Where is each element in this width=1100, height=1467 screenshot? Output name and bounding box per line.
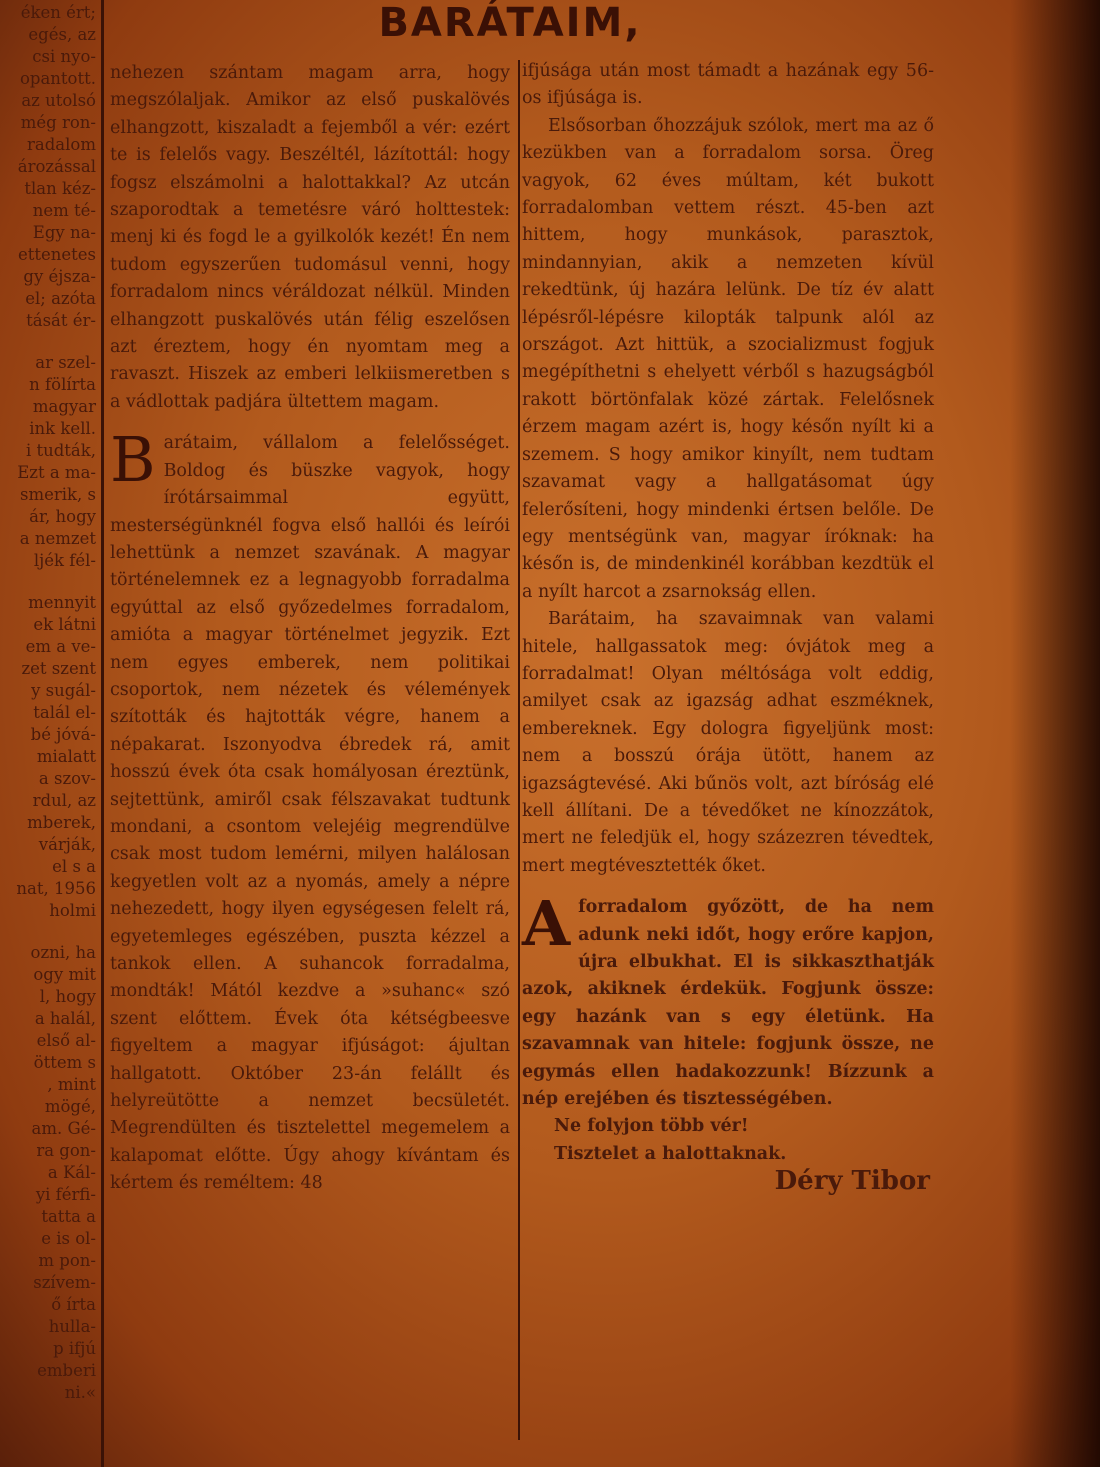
left-fragment-block-4 (0, 942, 96, 1404)
left-fragment-line: mennyit (28, 593, 96, 612)
column-rule-left (101, 0, 104, 1467)
left-fragment-line: ar szel- (35, 353, 96, 372)
left-fragment-line: i tudták, (25, 441, 96, 460)
left-column-fragment (0, 2, 96, 1404)
left-fragment-line: n fölírta (29, 375, 96, 394)
left-fragment-line: ározással (17, 157, 96, 176)
left-fragment-line: am. Gé- (31, 1119, 96, 1138)
left-fragment-line: holmi (49, 901, 96, 920)
left-fragment-line: rdul, az (32, 791, 96, 810)
left-fragment-line: ni.« (64, 1383, 96, 1402)
left-fragment-line: ogy mit (33, 965, 96, 984)
closing-line-2: Tisztelet a halottaknak. (554, 1143, 787, 1164)
left-fragment-line: ozni, ha (30, 943, 96, 962)
left-fragment-gap (0, 922, 96, 942)
left-fragment-line: ink kell. (29, 419, 96, 438)
right-paragraph-4-text: forradalom győzött, de ha nem adunk neki időt, hogy erőre kapjon, újra elbukhat. El is sikkaszthatják azok, akiknek érdekük. Fogjunk össze: egy hazánk van s egy életünk. Ha szavamnak van hitele: fogjunk össze, ne egymás ellen hadakozzunk! Bízzunk a nép erejében és tisztességében. (522, 897, 934, 1110)
left-fragment-line: y sugál- (31, 681, 96, 700)
left-fragment-line: l, hogy (39, 987, 96, 1006)
article-title: BARÁTAIM, (378, 0, 642, 46)
left-fragment-line: magyar (32, 397, 96, 416)
left-fragment-line: tatta a (41, 1207, 96, 1226)
middle-paragraph-1: nehezen szántam magam arra, hogy megszólaljak. Amikor az első puskalövés elhangzott, kiszaladt a fejemből a vér: ezért te is felelős vagy. Beszéltél, lázítottál: hogy fogsz elszámolni a halottakkal? Az utcán szaporodtak a temetésre váró holttestek: menj ki és fogd le a gyilkolók kezét! Én nem tudom egyszerűen tudomásul venni, hogy forradalom nincs véráldozat nélkül. Minden elhangzott puskalövés után félig eszelősen azt éreztem, hogy én nyomtam meg a ravaszt. Hiszek az emberi lelkiismeretben s a vádlottak padjára ültettem magam. (110, 63, 510, 412)
left-fragment-line: Egy na- (32, 223, 96, 242)
left-fragment-line: éken ért; (20, 3, 96, 22)
left-fragment-line: emberi (37, 1361, 96, 1380)
left-fragment-line: el s a (52, 857, 96, 876)
left-fragment-line: talál el- (33, 703, 96, 722)
left-fragment-block-1 (0, 2, 96, 332)
left-fragment-line: a nemzet (19, 529, 96, 548)
page-edge-shadow (1010, 0, 1100, 1467)
left-fragment-line: mögé, (44, 1097, 96, 1116)
left-fragment-line: öttem s (33, 1053, 96, 1072)
left-fragment-line: ettenetes (17, 245, 96, 264)
left-fragment-line: el; azóta (25, 289, 96, 308)
right-column (522, 58, 934, 1196)
left-fragment-block-3 (0, 592, 96, 922)
left-fragment-line: hulla- (48, 1317, 96, 1336)
left-fragment-line: a halál, (34, 1009, 96, 1028)
right-paragraph-1: ifjúsága után most támadt a hazának egy 56-os ifjúsága is. (522, 61, 934, 109)
left-fragment-line: első al- (36, 1031, 96, 1050)
closing-line-1: Ne folyjon több vér! (554, 1116, 749, 1137)
left-fragment-line: radalom (27, 135, 96, 154)
left-fragment-line: ljék fél- (33, 551, 96, 570)
author-signature: Déry Tibor (774, 1166, 930, 1197)
left-fragment-gap (0, 332, 96, 352)
left-fragment-gap (0, 572, 96, 592)
left-fragment-line: még ron- (20, 113, 96, 132)
drop-cap-a: A (522, 887, 571, 961)
left-fragment-line: em a ve- (25, 637, 96, 656)
left-fragment-line: nem té- (32, 201, 96, 220)
left-fragment-line: gy éjsza- (23, 267, 96, 286)
left-fragment-line: Ezt a ma- (17, 463, 96, 482)
left-fragment-line: ár, hogy (29, 507, 96, 526)
middle-paragraph-2 (110, 423, 510, 1197)
right-paragraph-2: Elsősorban őhozzájuk szólok, mert ma az ő kezükben van a forradalom sorsa. Öreg vagyok, 62 éves múltam, két bukott forradalomban vettem részt. 45-ben azt hittem, hogy munkások, parasztok, mindannyian, akik a nemzeten kívül rekedtünk, új hazára lelünk. De tíz év alatt lépésről-lépésre kilopták talpunk alól az országot. Azt hittük, a szocializmust fogjuk megépíthetni s ehelyett vérből s hazugságból rakott börtönfalak közé zártak. Felelősnek érzem magam azért is, hogy későn nyílt ki a szemem. S hogy amikor kinyílt, nem tudtam szavamat vagy a hallgatásomat úgy felerősíteni, hogy mindenki értsen belőle. De egy mentségünk van, magyar íróknak: ha későn is, de mindenkinél korábban kezdtük el a nyílt harcot a zsarnokság ellen. (522, 115, 934, 602)
left-fragment-line: a szov- (38, 769, 96, 788)
left-fragment-line: zet szent (21, 659, 96, 678)
left-fragment-line: opantott. (19, 69, 96, 88)
left-fragment-line: ek látni (33, 615, 96, 634)
left-fragment-line: csi nyo- (32, 47, 96, 66)
middle-paragraph-2-text: arátaim, vállalom a felelősséget. Boldog és büszke vagyok, hogy írótársaimmal együtt, mesterségünknél fogva első hallói és leírói lehettünk a nemzet szavának. A magyar történelemnek ez a legnagyobb forradalma egyúttal az első győzedelmes forradalom, amióta a magyar történelmet jegyzik. Ezt nem egyes emberek, nem politikai csoportok, nem nézetek és vélemények szították és hajtották végre, hanem a népakarat. Iszonyodva ébredek rá, amit hosszú évek óta csak homályosan éreztünk, sejtettünk, amiről csak félszavakat tudtunk mondani, a csontom velejéig megrendülve csak most tudom lemérni, milyen halálosan kegyetlen volt az a nyomás, amely a népre nehezedett, hogy ilyen egységesen felelt rá, egyetemleges egészében, puszta kézzel a tankok ellen. A suhancok forradalma, mondták! Mától kezdve a »suhanc« szó szent előttem. Évek óta kétségbeesve figyeltem a magyar ifjúságot: ájultan hallgatott. Október 23-án felállt és helyreütötte a nemzet becsületét. Megrendülten és tisztelettel megemelem a kalapomat előtte. Úgy ahogy kívántam és kértem és reméltem: 48 (110, 433, 510, 1194)
left-fragment-line: smerik, s (20, 485, 96, 504)
left-fragment-line: az utolsó (21, 91, 96, 110)
left-fragment-block-2 (0, 352, 96, 572)
drop-cap-b: B (110, 423, 156, 497)
left-fragment-line: egés, az (28, 25, 96, 44)
left-fragment-line: m pon- (38, 1251, 96, 1270)
right-paragraph-3: Barátaim, ha szavaimnak van valami hitele, hallgassatok meg: óvjátok meg a forradalmat! Olyan méltósága volt eddig, amilyet csak az igazság adhat eszméknek, embereknek. Egy dologra figyeljünk most: nem a bosszú órája ütött, hanem az igazságtevésé. Aki bűnös volt, azt bíróság elé kell állítani. De a tévedőket ne kínozzátok, mert ne feledjük el, hogy százezren tévedtek, mert megtévesztették őket. (522, 609, 934, 876)
middle-column (110, 60, 510, 1198)
left-fragment-line: tását ér- (26, 311, 96, 330)
left-fragment-line: p ifjú (53, 1339, 96, 1358)
left-fragment-line: bé jóvá- (30, 725, 96, 744)
left-fragment-line: várják, (38, 835, 96, 854)
column-rule-middle (518, 60, 520, 1440)
left-fragment-line: a Kál- (47, 1163, 96, 1182)
left-fragment-line: yi férfi- (35, 1185, 96, 1204)
right-paragraph-4 (522, 887, 934, 1113)
left-fragment-line: szívem- (33, 1273, 96, 1292)
left-fragment-line: ő írta (51, 1295, 96, 1314)
left-fragment-line: mberek, (27, 813, 96, 832)
left-fragment-line: ra gon- (36, 1141, 96, 1160)
left-fragment-line: nat, 1956 (16, 879, 96, 898)
left-fragment-line: e is ol- (41, 1229, 96, 1248)
left-fragment-line: tlan kéz- (24, 179, 96, 198)
left-fragment-line: mialatt (36, 747, 96, 766)
left-fragment-line: , mint (47, 1075, 96, 1094)
